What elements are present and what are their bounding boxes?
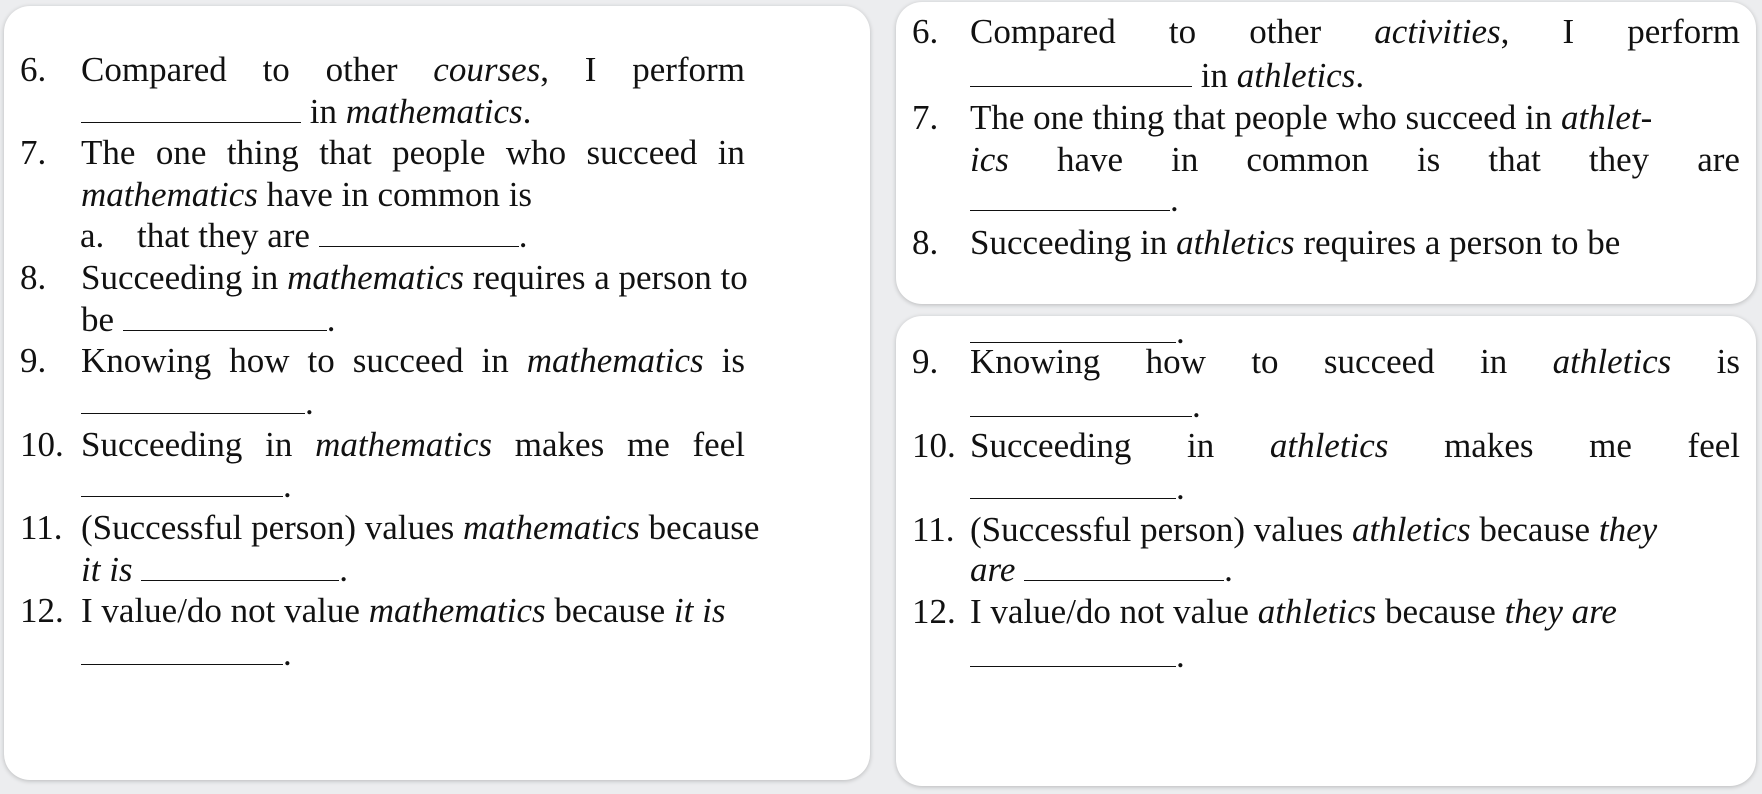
text: because [1376,592,1505,631]
question-10-line-1 [970,424,1740,468]
text: requires a person to be [1294,223,1621,262]
word: perform [1627,12,1740,51]
text: requires a person to [463,258,748,297]
question-9-number: 9. [912,342,939,381]
question-6-line-2 [81,90,531,134]
word: to [307,341,335,380]
text: they are [1504,592,1617,631]
question-12-line-2 [81,632,292,676]
subject-word: ics [970,140,1009,179]
subject-word: mathematics [81,175,258,214]
text: have in common is [257,175,533,214]
text: because [639,508,760,547]
period: . [522,92,532,131]
question-10-line-1 [81,423,745,467]
question-6-number: 6. [912,12,939,51]
text: (Successful person) values [970,510,1352,549]
word: other [325,50,398,89]
question-9-line-2 [81,381,314,425]
subject-word: mathematics [462,508,640,547]
answer-blank[interactable] [141,548,339,581]
word: are [1697,140,1740,179]
period: . [305,383,314,422]
word: in [1171,140,1199,179]
comma: , [540,50,549,89]
word: Succeeding [970,426,1132,465]
period: . [1170,180,1179,219]
period: . [283,634,292,673]
question-11-line-2 [970,548,1233,592]
word: who [505,133,567,172]
word: me [626,425,670,464]
text: because [1470,510,1599,549]
question-6-line-1 [970,10,1740,54]
word: how [229,341,290,380]
question-12-line-1 [970,590,1617,634]
question-8-line-1 [81,256,748,300]
mathematics-questions-panel [4,6,870,780]
word: is [1416,140,1441,179]
question-12-number: 12. [912,592,956,631]
question-7-line-2 [970,138,1740,182]
word: makes [514,425,605,464]
period: . [1176,636,1185,675]
question-6-line-2 [970,54,1364,98]
period: . [1176,316,1185,351]
word: to [1168,12,1197,51]
text: it is [673,591,726,630]
word: how [1145,342,1206,381]
question-12-number: 12. [20,591,64,630]
question-9-line-1 [81,339,745,383]
word: I [584,50,597,89]
question-6-number: 6. [20,50,47,89]
word: in [1186,426,1215,465]
question-7-line-1 [970,96,1652,140]
answer-blank[interactable] [970,178,1170,211]
subject-word: mathematics [287,258,464,297]
subject-word: athletics [1176,223,1295,262]
word: Succeeding [81,425,243,464]
question-12-line-1 [81,589,725,633]
answer-blank[interactable] [319,214,519,247]
question-7-number: 7. [912,98,939,137]
subject-word: mathematics [345,92,523,131]
text: I value/do not value [81,591,369,630]
word-group [1374,10,1509,54]
question-10-line-2 [81,464,292,508]
word: perform [632,50,745,89]
text: Succeeding in [81,258,288,297]
answer-blank[interactable] [970,384,1192,417]
text: be [81,300,123,339]
question-7-line-2 [81,173,532,217]
question-6-line-1 [81,48,745,92]
answer-blank[interactable] [1024,548,1224,581]
question-10-line-2 [970,466,1185,510]
question-11-number: 11. [912,510,955,549]
question-11-line-2 [81,548,348,592]
word: in [481,341,509,380]
answer-blank[interactable] [81,381,305,414]
text: they [1598,510,1658,549]
word: have [1056,140,1124,179]
word: in [717,133,745,172]
question-7a-label: a. [80,216,105,255]
word: I [1562,12,1575,51]
subject-word: athletics [1236,56,1356,95]
text: that they are [137,216,319,255]
text: are [970,550,1016,589]
word: in [1480,342,1508,381]
period: . [326,300,336,339]
text: in [1192,56,1237,95]
text: I value/do not value [970,592,1258,631]
subject-word: athletics [1269,426,1389,465]
answer-blank[interactable] [81,632,283,665]
question-7-line-3 [970,178,1179,222]
answer-blank[interactable] [970,316,1176,343]
question-9-line-2 [970,384,1201,428]
period: . [1176,468,1185,507]
subject-word: athletics [1552,342,1672,381]
question-8-line-1 [970,221,1620,265]
word: common [1246,140,1369,179]
question-7a-line [137,214,527,258]
text: (Successful person) values [81,508,463,547]
period: . [518,216,528,255]
word: that [319,133,372,172]
word: feel [692,425,745,464]
word: people [392,133,486,172]
subject-word: athletics [1351,510,1471,549]
answer-blank[interactable] [970,54,1192,87]
word: Compared [970,12,1116,51]
word: feel [1687,426,1740,465]
question-7-line-1 [81,131,745,175]
word: me [1589,426,1632,465]
text: in [309,92,346,131]
text: because [545,591,674,630]
question-9-line-1 [970,340,1740,384]
word: to [1251,342,1279,381]
question-10-number: 10. [912,426,956,465]
word: one [155,133,207,172]
athletics-questions-panel-top [896,2,1756,304]
subject-word: mathematics [368,591,546,630]
word-activities: activities [1374,12,1501,51]
word: The [81,133,136,172]
athletics-questions-panel-bottom [896,316,1756,786]
period: . [1192,386,1201,425]
subject-word: athletics [1257,592,1377,631]
comma: , [1500,12,1510,51]
word-courses: courses [433,50,541,89]
word: Knowing [81,341,212,380]
text: it is [81,550,142,589]
word-group [433,48,549,92]
question-8-line-2 [81,298,336,342]
answer-blank[interactable] [81,464,283,497]
period: . [1224,550,1233,589]
question-7-number: 7. [20,133,47,172]
word: to [262,50,290,89]
answer-blank[interactable] [970,634,1176,667]
word: in [265,425,293,464]
word: succeed [586,133,698,172]
period: . [283,466,292,505]
word: is [1716,342,1740,381]
period: . [1355,56,1365,95]
word: is [721,341,745,380]
question-12-line-2 [970,634,1185,678]
word: other [1249,12,1322,51]
question-9-number: 9. [20,341,47,380]
question-8-number: 8. [912,223,939,262]
question-11-line-1 [970,508,1657,552]
question-8-number: 8. [20,258,47,297]
word: succeed [1323,342,1435,381]
word: succeed [352,341,464,380]
word: makes [1444,426,1534,465]
question-11-number: 11. [20,508,63,547]
text: The one thing that people who succeed in [970,98,1561,137]
question-10-number: 10. [20,425,64,464]
answer-blank[interactable] [123,298,327,331]
text: Succeeding in [970,223,1177,262]
word: that [1488,140,1541,179]
answer-blank[interactable] [81,90,301,123]
subject-word: athlet- [1560,98,1653,137]
word: Compared [81,50,227,89]
subject-word: mathematics [526,341,704,380]
answer-blank[interactable] [970,466,1176,499]
word: Knowing [970,342,1101,381]
period: . [339,550,349,589]
word: thing [226,133,299,172]
subject-word: mathematics [315,425,493,464]
question-11-line-1 [81,506,759,550]
word: they [1588,140,1650,179]
